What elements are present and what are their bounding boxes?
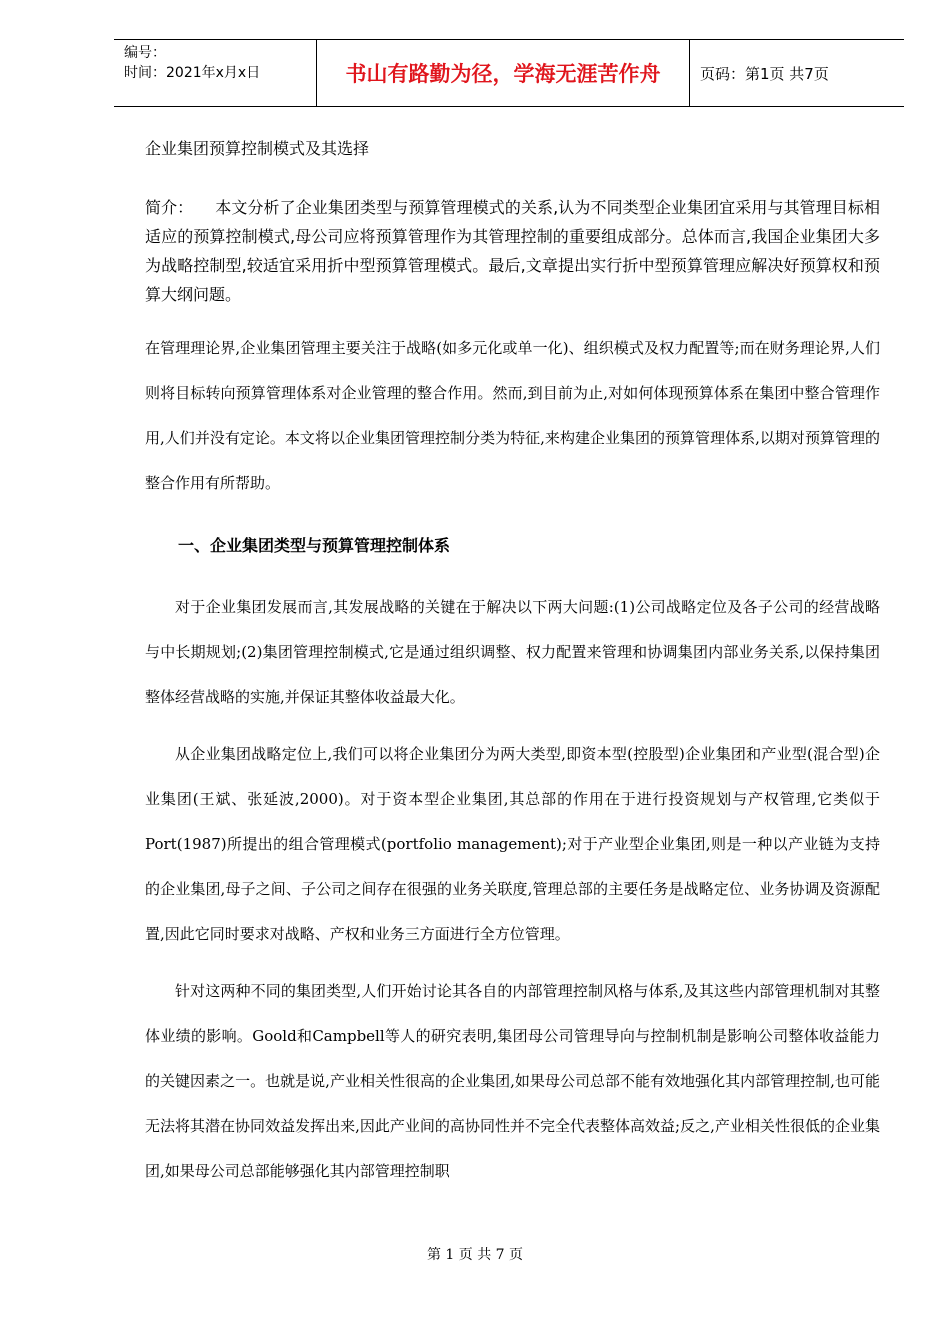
abstract <box>145 193 880 309</box>
intro-paragraph: 在管理理论界,企业集团管理主要关注于战略(如多元化或单一化)、组织模式及权力配置等;而在财务理论界,人们则将目标转向预算管理体系对企业管理的整合作用。然而,到目前为止,对如何体现预算体系在集团中整合管理作用,人们并没有定论。本文将以企业集团管理控制分类为特征,来构建企业集团的预算管理体系,以期对预算管理的整合作用有所帮助。 <box>145 339 880 492</box>
section-heading: 一、企业集团类型与预算管理控制体系 <box>178 536 451 555</box>
body-paragraph: 从企业集团战略定位上,我们可以将企业集团分为两大类型,即资本型(控股型)企业集团和产业型(混合型)企业集团(王斌、张延波,2000)。对于资本型企业集团,其总部的作用在于进行投资规划与产权管理,它类似于Port(1987)所提出的组合管理模式(portfolio management);对于产业型企业集团,则是一种以产业链为支持的企业集团,母子之间、子公司之间存在很强的业务关联度,管理总部的主要任务是战略定位、业务协调及资源配置,因此它同时要求对战略、产权和业务三方面进行全方位管理。 <box>145 745 880 943</box>
abstract-text: 本文分析了企业集团类型与预算管理模式的关系,认为不同类型企业集团宜采用与其管理目标相适应的预算控制模式,母公司应将预算管理作为其管理控制的重要组成部分。总体而言,我国企业集团大多为战略控制型,较适宜采用折中型预算管理模式。最后,文章提出实行折中型预算管理应解决好预算权和预算大纲问题。 <box>145 198 880 304</box>
document-header <box>114 39 904 107</box>
header-motto: 书山有路勤为径，学海无涯苦作舟 <box>316 40 690 106</box>
document-title: 企业集团预算控制模式及其选择 <box>145 139 370 158</box>
page-footer: 第 1 页 共 7 页 <box>426 1247 524 1263</box>
abstract-label: 简介： <box>145 198 194 217</box>
document-time: 时间：2021年x月x日 <box>124 65 261 81</box>
document-number-label: 编号： <box>124 45 166 61</box>
body-paragraph: 对于企业集团发展而言,其发展战略的关键在于解决以下两大问题:(1)公司战略定位及各子公司的经营战略与中长期规划;(2)集团管理控制模式,它是通过组织调整、权力配置来管理和协调集团内部业务关系,以保持集团整体经营战略的实施,并保证其整体收益最大化。 <box>145 598 880 706</box>
header-meta <box>114 40 316 106</box>
header-page-info: 页码：第1页 共7页 <box>700 64 829 83</box>
body-text <box>145 585 880 1206</box>
body-paragraph: 针对这两种不同的集团类型,人们开始讨论其各自的内部管理控制风格与体系,及其这些内部管理机制对其整体业绩的影响。Goold和Campbell等人的研究表明,集团母公司管理导向与控制机制是影响公司整体收益能力的关键因素之一。也就是说,产业相关性很高的企业集团,如果母公司总部不能有效地强化其内部管理控制,也可能无法将其潜在协同效益发挥出来,因此产业间的高协同性并不完全代表整体高效益;反之,产业相关性很低的企业集团,如果母公司总部能够强化其内部管理控制职 <box>145 982 880 1180</box>
